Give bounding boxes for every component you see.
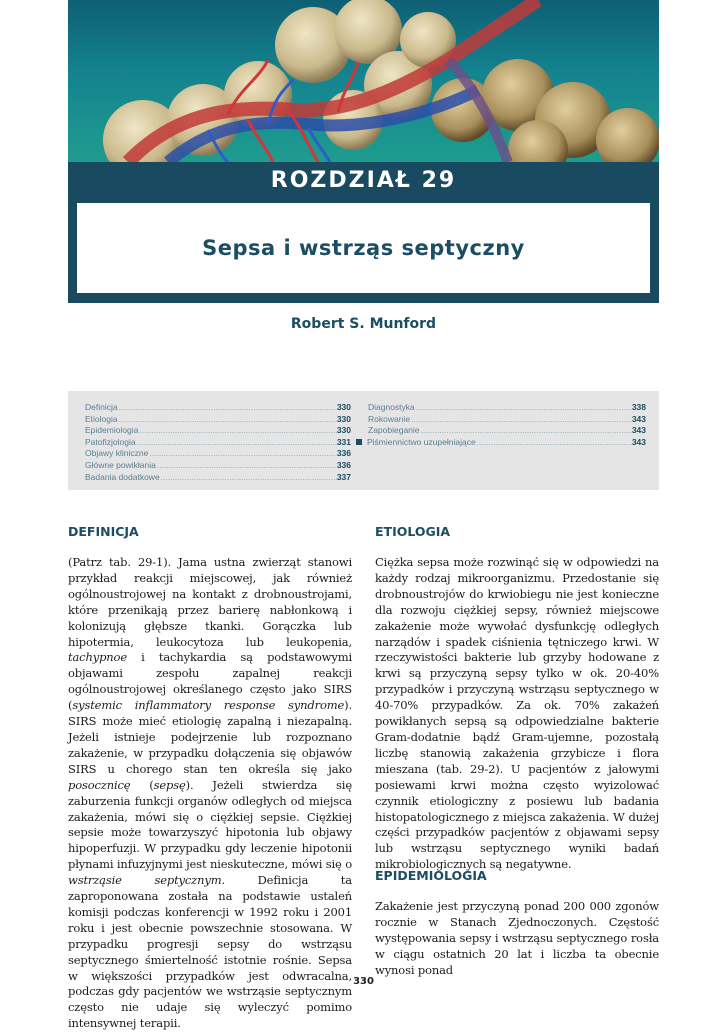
chapter-title-box [77,203,650,293]
contents-item[interactable]: Zapobieganie ..... 343 [368,425,646,437]
contents-item[interactable]: Rokowanie ..... 343 [368,414,646,426]
chapter-author: Robert S. Munford [290,316,437,332]
chapter-title: Sepsa i wstrząs septyczny [202,236,525,260]
epidemiology-paragraph: Zakażenie jest przyczyną ponad 200 000 zgonów rocznie w Stanach Zjednoczonych. Częstość występowania sepsy i wstrząsu septycznego rosła w ciągu ostatnich 20 lat i liczba ta obecnie wynosi ponad [375,899,659,977]
definition-paragraph: (Patrz tab. 29-1). Jama ustna zwierząt stanowi przykład reakcji miejscowej, jak również ogólnoustrojowej na kontakt z drobnoustrojami, które przenikają przez barierę nabłonkową i kolonizują głębsze tkanki. Gorączka lub hipotermia, leukocytoza lub leukopenia, tachypnoe i tachykardia są podstawowymi objawami zespołu zapalnej reakcji ogólnoustrojowej określanego często jako SIRS (systemic inflammatory response syndrome). SIRS może mieć etiologię zapalną i niezapalną. Jeżeli istnieje podejrzenie lub rozpoznano zakażenie, w przypadku dołączenia się objawów SIRS u chorego stan ten określa się jako posocznicę (sepsę). Jeżeli stwierdza się zaburzenia funkcji organów odległych od miejsca zakażenia, mówi się o ciężkiej sepsie. Ciężkiej sepsie może towarzyszyć hipotonia lub objawy hipoperfuzji. W przypadku gdy leczenie hipotonii płynami infuzyjnymi jest nieskuteczne, mówi się o wstrząsie septycznym. Definicja ta zaproponowana została na podstawie ustaleń komisji podczas konferencji w 1992 roku i 2001 roku i jest obecnie powszechnie stosowana. W przypadku progresji sepsy do wstrząsu septycznego śmiertelność istotnie rośnie. Sepsa w większości przypadków jest odwracalna, podczas gdy pacjentów we wstrząsie septycznym często nie udaje się wyleczyć pomimo intensywnej terapii. [68,555,352,1031]
section-heading: ETIOLOGIA [375,524,451,539]
contents-item[interactable]: Definicja ..... 330 [85,402,351,414]
contents-item[interactable]: Badania dodatkowe ..... 337 [85,472,351,484]
epidemiology-section [375,868,659,979]
contents-left-column [85,402,351,483]
contents-item[interactable]: Epidemiologia ..... 330 [85,425,351,437]
contents-item[interactable]: Patofizjologia ..... 331 [85,437,351,449]
chapter-header-band [68,162,659,303]
contents-right-column [368,402,646,448]
section-heading: DEFINICJA [68,524,139,539]
chapter-illustration [68,0,659,162]
page-number: 330 [353,976,374,987]
chapter-contents-box [68,391,659,490]
etiology-section [375,524,659,873]
contents-item[interactable]: Diagnostyka ..... 338 [368,402,646,414]
etiology-paragraph: Ciężka sepsa może rozwinąć się w odpowiedzi na każdy rodzaj mikroorganizmu. Przedostanie się drobnoustrojów do krwiobiegu nie jest konieczne dla rozwoju ciężkiej sepsy, również miejscowe zakażenie może wywołać dysfunkcję odległych narządów i spadek ciśnienia tętniczego krwi. W rzeczywistości bakterie lub grzyby hodowane z krwi są przyczyną sepsy tylko w ok. 20-40% przypadków i przyczyną wstrząsu septycznego w 40-70% przypadków. Za ok. 70% zakażeń powikłanych sepsą są odpowiedzialne bakterie Gram-dodatnie bądź Gram-ujemne, pozostałą liczbę stanowią zakażenia grzybicze i flora mieszana (tab. 29-2). U pacjentów z jałowymi posiewami krwi można często wyizolować czynnik etiologiczny z posiewu lub badania histopatologicznego z miejsca zakażenia. W dużej części przypadków pacjentów z objawami sepsy lub wstrząsu septycznego wyniki badań mikrobiologicznych są negatywne. [375,555,659,872]
contents-item[interactable]: Piśmiennictwo uzupełniające ..... 343 [356,437,646,449]
definition-section [68,524,352,1032]
contents-item[interactable]: Etiologia ..... 330 [85,414,351,426]
contents-item[interactable]: Objawy kliniczne ..... 336 [85,448,351,460]
section-heading: EPIDEMIOLOGIA [375,868,487,883]
square-bullet-icon [356,439,362,445]
chapter-number: ROZDZIAŁ 29 [270,168,457,193]
contents-item[interactable]: Główne powikłania ..... 336 [85,460,351,472]
